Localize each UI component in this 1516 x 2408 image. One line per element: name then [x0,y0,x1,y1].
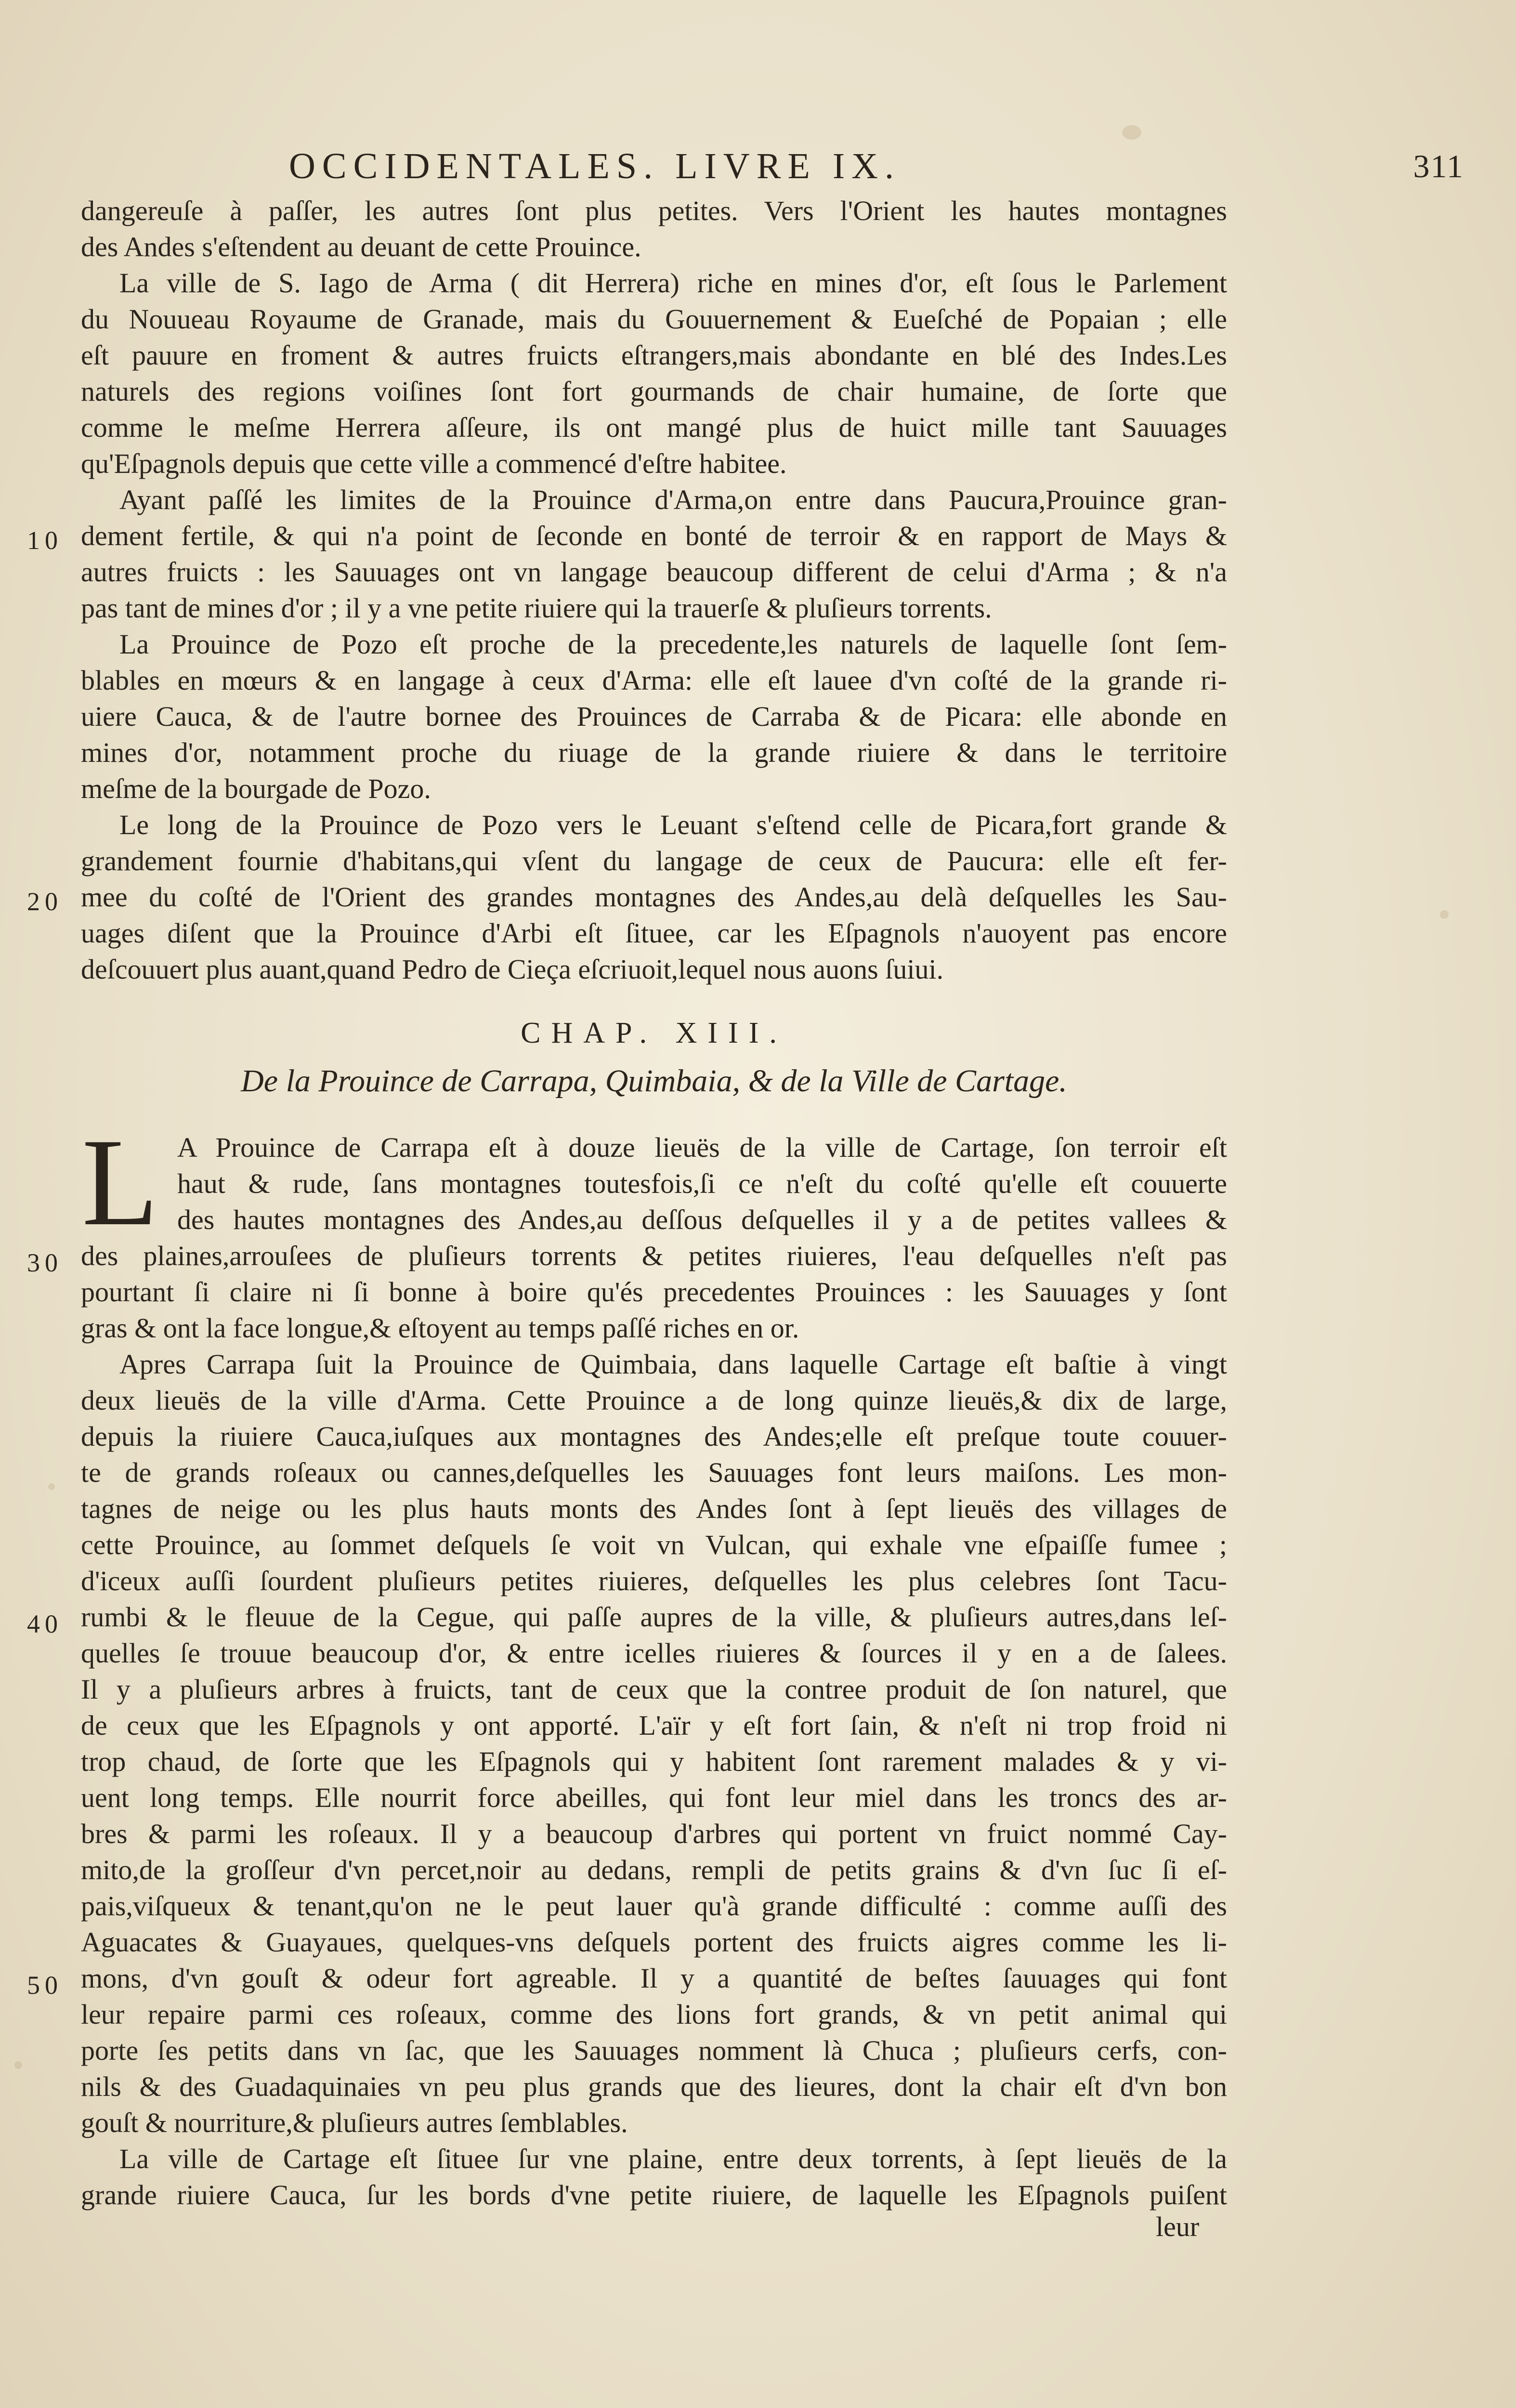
paragraph [81,1129,1227,1346]
foxing-stain [14,2061,22,2069]
foxing-stain [48,1483,55,1490]
text-line: A Prouince de Carrapa eſt à douze lieuës de la ville de Cartage, ſon terroir eſt [177,1132,1227,1163]
text-line: des Andes s'eſtendent au deuant de cette Prouince. [81,231,641,262]
text-line: grande riuiere Cauca, ſur les bords d'vne petite riuiere, de laquelle les Eſpagnols puiſent [81,2179,1227,2211]
text-line: dement fertile, & qui n'a point de ſeconde en bonté de terroir & en rapport de Mays & [81,520,1227,551]
text-line: pourtant ſi claire ni ſi bonne à boire qu'és precedentes Prouinces : les Sauuages y ſont [81,1276,1227,1308]
paragraph [81,1346,1227,2141]
text-line: haut & rude, ſans montagnes toutesfois,ſi ce n'eſt du coſté qu'elle eſt couuerte [177,1168,1227,1199]
running-header [289,140,1464,193]
margin-line-number: 30 [27,1248,63,1277]
text-line: grandement fournie d'habitans,qui vſent du langage de ceux de Paucura: elle eſt fer- [81,845,1227,877]
text-line: gras & ont la face longue,& eſtoyent au temps paſſé riches en or. [81,1312,799,1344]
text-line: uiere Cauca, & de l'autre bornee des Prouinces de Carraba & de Picara: elle abonde en [81,701,1227,732]
margin-line-number: 40 [27,1610,63,1638]
drop-cap: L [82,1113,158,1252]
text-line: comme le meſme Herrera aſſeure, ils ont mangé plus de huict mille tant Sauuages [81,412,1227,443]
paragraph [81,807,1227,987]
text-line: porte ſes petits dans vn ſac, que les Sauuages nomment là Chuca ; pluſieurs cerfs, con- [81,2035,1227,2066]
text-line: depuis la riuiere Cauca,iuſques aux montagnes des Andes;elle eſt preſque toute couuer- [81,1421,1227,1452]
text-line: Le long de la Prouince de Pozo vers le Leuant s'eſtend celle de Picara,fort grande & [119,809,1227,840]
text-line: nils & des Guadaquinaies vn peu plus grands que des lieures, dont la chair eſt d'vn bon [81,2071,1227,2102]
text-line: pas tant de mines d'or ; il y a vne petite riuiere qui la trauerſe & pluſieurs torrents. [81,592,992,624]
paragraph [81,265,1227,482]
foxing-stain [1440,910,1449,919]
paragraph [81,482,1227,626]
text-line: gouſt & nourriture,& pluſieurs autres ſemblables. [81,2107,628,2138]
paragraph [81,2141,1227,2213]
paragraph [81,193,1227,265]
text-line: mito,de la groſſeur d'vn percet,noir au dedans, rempli de petits grains & d'vn ſuc ſi eſ- [81,1854,1227,1885]
running-title: OCCIDENTALES. LIVRE IX. [289,146,901,186]
text-line: bres & parmi les roſeaux. Il y a beaucoup d'arbres qui portent vn fruict nommé Cay- [81,1818,1227,1849]
text-line: pais,viſqueux & tenant,qu'on ne le peut lauer qu'à grande difficulté : comme auſſi des [81,1890,1227,1922]
text-line: cette Prouince, au ſommet deſquels ſe voit vn Vulcan, qui exhale vne eſpaiſſe fumee ; [81,1529,1227,1560]
text-block-lower [81,1129,1227,2213]
text-line: Aguacates & Guayaues, quelques-vns deſquels portent des fruicts aigres comme les li- [81,1926,1227,1958]
text-line: rumbi & le fleuue de la Cegue, qui paſſe aupres de la ville, & pluſieurs autres,dans leſ- [81,1601,1227,1633]
margin-line-number: 20 [27,887,63,916]
text-line: leur repaire parmi ces roſeaux, comme des lions fort grands, & vn petit animal qui [81,1999,1227,2030]
text-line: La ville de Cartage eſt ſituee ſur vne plaine, entre deux torrents, à ſept lieuës de la [119,2143,1227,2174]
text-line: Il y a pluſieurs arbres à fruicts, tant de ceux que la contree produit de ſon naturel, que [81,1674,1227,1705]
text-line: mines d'or, notamment proche du riuage de la grande riuiere & dans le territoire [81,737,1227,768]
text-line: uent long temps. Elle nourrit force abeilles, qui font leur miel dans les troncs des ar- [81,1782,1227,1813]
text-line: La ville de S. Iago de Arma ( dit Herrera) riche en mines d'or, eſt ſous le Parlement [119,267,1227,299]
text-line: uages diſent que la Prouince d'Arbi eſt ſituee, car les Eſpagnols n'auoyent pas encore [81,917,1227,949]
text-line: deſcouuert plus auant,quand Pedro de Cieça eſcriuoit,lequel nous auons ſuiui. [81,954,944,985]
text-line: naturels des regions voiſines ſont fort gourmands de chair humaine, de ſorte que [81,376,1227,407]
text-line: trop chaud, de ſorte que les Eſpagnols qui y habitent ſont rarement malades & y vi- [81,1746,1227,1777]
text-line: tagnes de neige ou les plus hauts monts des Andes ſont à ſept lieuës des villages de [81,1493,1227,1524]
text-line: autres fruicts : les Sauuages ont vn langage beaucoup different de celui d'Arma ; & n'a [81,556,1227,588]
text-line: mee du coſté de l'Orient des grandes montagnes des Andes,au delà deſquelles les Sau- [81,881,1227,913]
page-number: 311 [1413,148,1464,184]
margin-line-number: 10 [27,526,63,555]
paragraph [81,626,1227,807]
text-line: Apres Carrapa ſuit la Prouince de Quimbaia, dans laquelle Cartage eſt baſtie à vingt [119,1348,1227,1380]
text-block-upper [81,193,1227,987]
chapter-heading: CHAP. XIII. [521,1017,787,1049]
text-line: de ceux que les Eſpagnols y ont apporté. L'aïr y eſt fort ſain, & n'eſt ni trop froid ni [81,1710,1227,1741]
text-line: d'iceux auſſi ſourdent pluſieurs petites riuieres, deſquelles les plus celebres ſont Tacu- [81,1565,1227,1597]
text-line: mons, d'vn gouſt & odeur fort agreable. Il y a quantité de beſtes ſauuages qui font [81,1963,1227,1994]
chapter-subtitle: De la Prouince de Carrapa, Quimbaia, & de la Ville de Cartage. [241,1063,1067,1099]
text-line: qu'Eſpagnols depuis que cette ville a commencé d'eſtre habitee. [81,448,787,479]
text-line: deux lieuës de la ville d'Arma. Cette Prouince a de long quinze lieuës,& dix de large, [81,1385,1227,1416]
text-line: des plaines,arrouſees de pluſieurs torrents & petites riuieres, l'eau deſquelles n'eſt pas [81,1240,1227,1271]
text-line: du Nouueau Royaume de Granade, mais du Gouuernement & Eueſché de Popaian ; elle [81,303,1227,335]
margin-line-number: 50 [27,1971,63,2000]
text-line: meſme de la bourgade de Pozo. [81,773,431,804]
text-line: La Prouince de Pozo eſt proche de la precedente,les naturels de laquelle ſont ſem- [119,628,1227,660]
text-line: dangereuſe à paſſer, les autres ſont plus petites. Vers l'Orient les hautes montagnes [81,195,1227,226]
text-line: blables en mœurs & en langage à ceux d'Arma: elle eſt lauee d'vn coſté de la grande ri- [81,665,1227,696]
text-line: Ayant paſſé les limites de la Prouince d'Arma,on entre dans Paucura,Prouince gran- [119,484,1227,515]
text-line: quelles ſe trouue beaucoup d'or, & entre icelles riuieres & ſources il y en a de ſalees. [81,1637,1227,1669]
text-line: des hautes montagnes des Andes,au deſſous deſquelles il y a de petites vallees & [177,1204,1227,1235]
text-line: eſt pauure en froment & autres fruicts eſtrangers,mais abondante en blé des Indes.Les [81,340,1227,371]
text-line: te de grands roſeaux ou cannes,deſquelles les Sauuages font leurs maiſons. Les mon- [81,1457,1227,1488]
catchword: leur [1156,2211,1200,2242]
foxing-stain [1122,125,1141,140]
